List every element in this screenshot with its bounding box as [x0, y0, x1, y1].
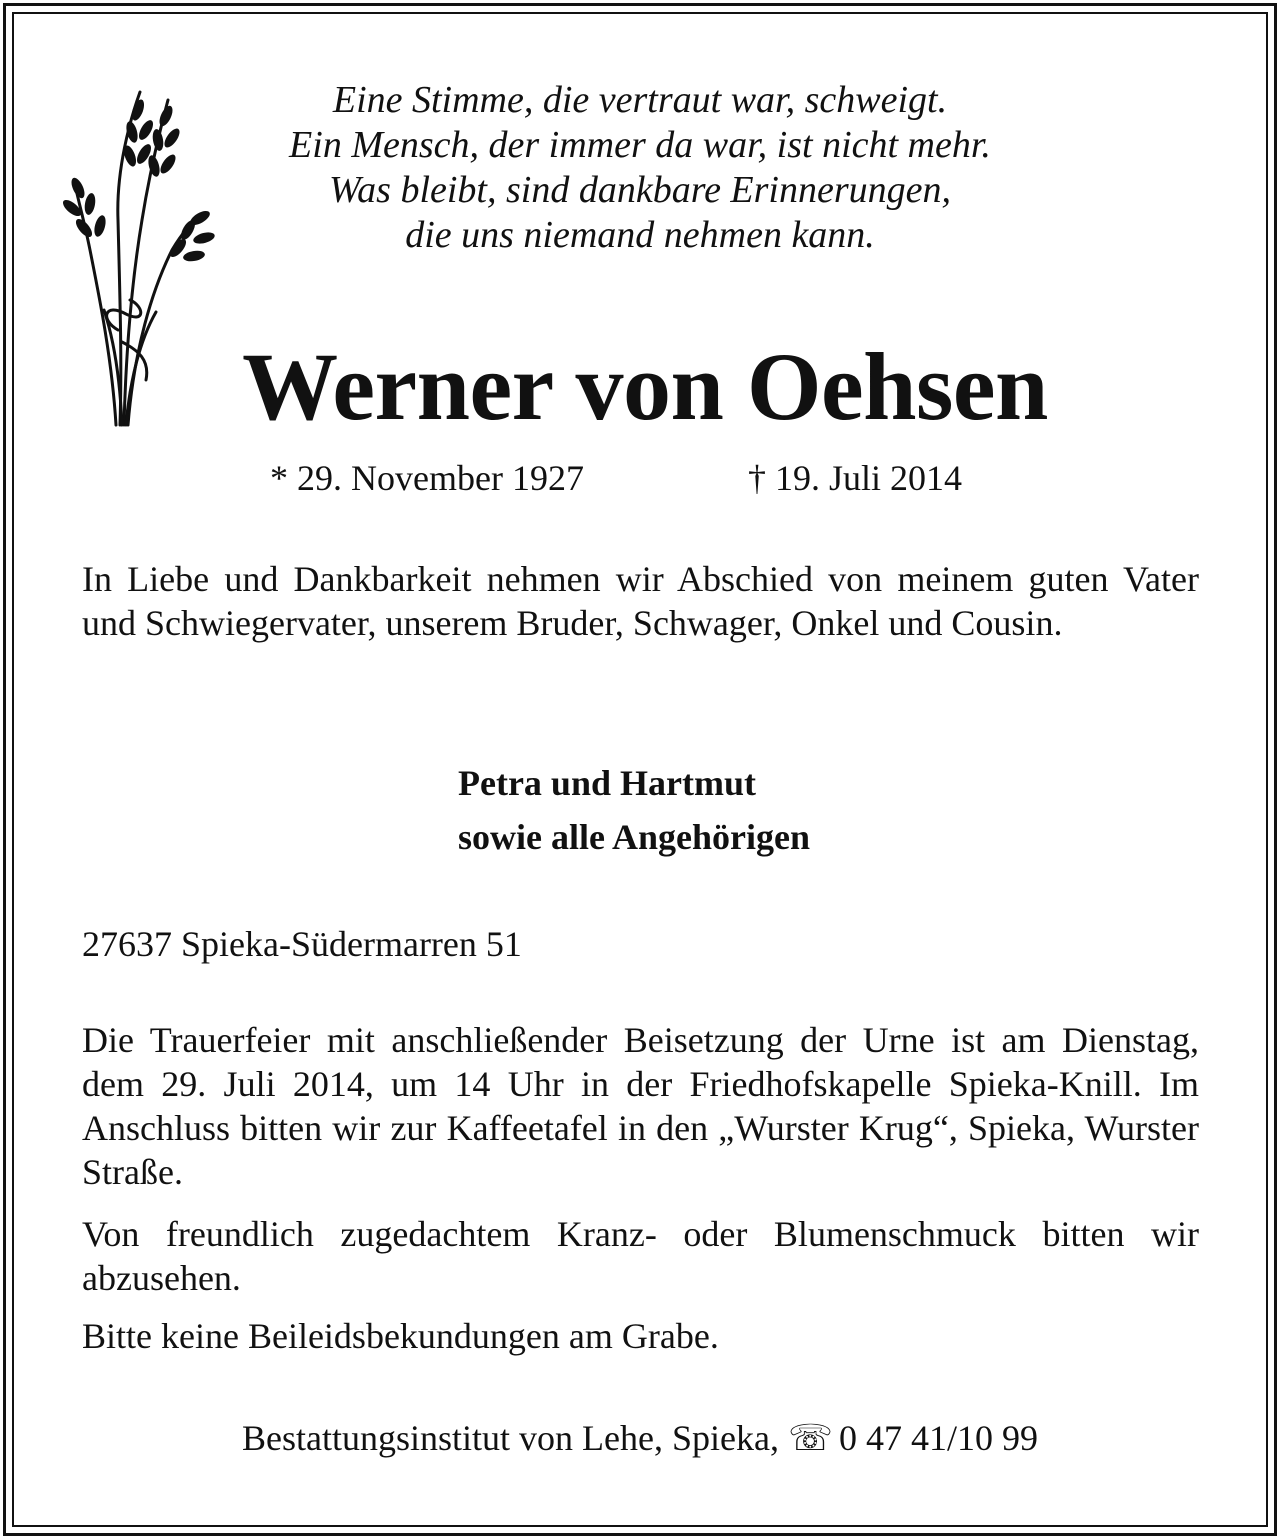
condolence-note: Bitte keine Beileidsbekundungen am Grabe.: [82, 1316, 719, 1356]
funeral-home-text: Bestattungsinstitut von Lehe, Spieka,: [242, 1418, 779, 1458]
mourner-line: Petra und Hartmut: [458, 763, 756, 803]
mourners: [458, 756, 810, 864]
flowers-note: Von freundlich zugedachtem Kranz- oder Blumenschmuck bitten wir abzusehen.: [82, 1214, 1199, 1298]
deceased-name: Werner von Oehsen: [242, 333, 1048, 440]
farewell-text: In Liebe und Dankbarkeit nehmen wir Abschied von meinem guten Vater und Schwiegervater, unserem Bruder, Schwager, Onkel und Cousin.: [82, 559, 1199, 643]
life-dates: [0, 452, 1280, 504]
poem-line: Was bleibt, sind dankbare Erinnerungen,: [328, 169, 952, 211]
birth-date: * 29. November 1927: [270, 458, 584, 498]
poem-line: Ein Mensch, der immer da war, ist nicht mehr.: [289, 124, 991, 166]
ceremony-text: Die Trauerfeier mit anschließender Beisetzung der Urne ist am Dienstag, dem 29. Juli 2014, um 14 Uhr in der Friedhofskapelle Spieka-Knill. Im Anschluss bitten wir zur Kaffeetafel in den „Wurster Krug“, Spieka, Wurster Straße.: [82, 1020, 1199, 1192]
funeral-home-phone: 0 47 41/10 99: [838, 1418, 1038, 1458]
poem: [180, 78, 1100, 258]
telephone-icon: ☏: [787, 1418, 833, 1458]
address: 27637 Spieka-Südermarren 51: [82, 924, 522, 964]
poem-line: die uns niemand nehmen kann.: [405, 214, 875, 256]
poem-line: Eine Stimme, die vertraut war, schweigt.: [332, 79, 948, 121]
death-date: † 19. Juli 2014: [748, 458, 963, 498]
mourner-line: sowie alle Angehörigen: [458, 817, 810, 857]
funeral-home: [0, 1416, 1280, 1460]
